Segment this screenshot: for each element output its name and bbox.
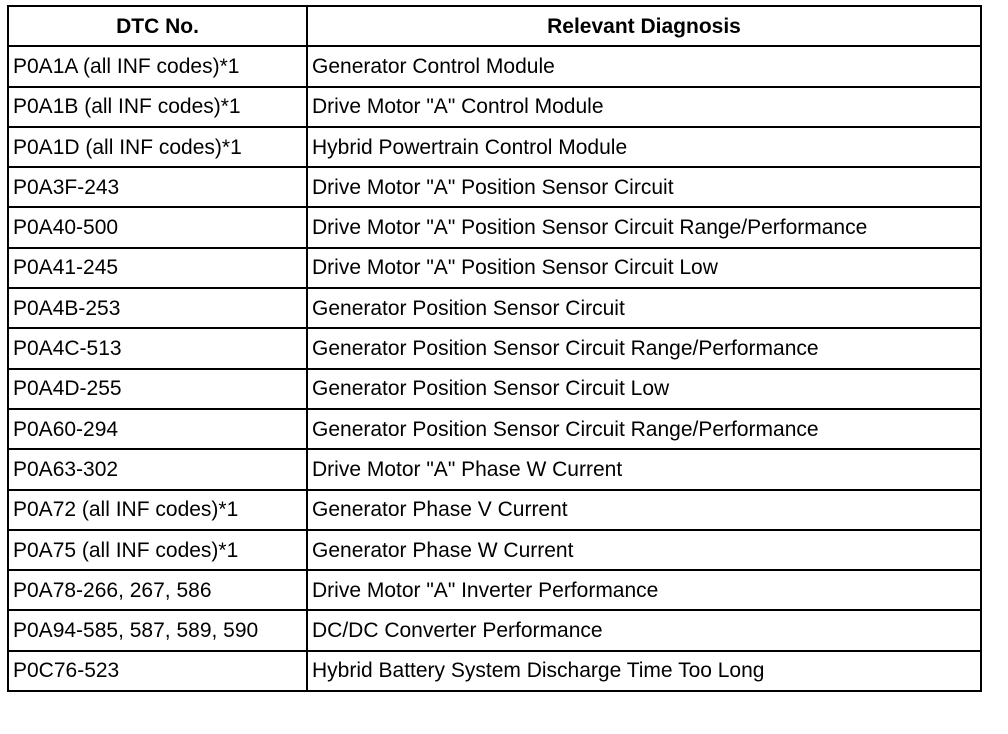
dtc-code-cell: P0C76-523 [8, 651, 307, 691]
header-relevant-diagnosis: Relevant Diagnosis [307, 6, 981, 46]
table-row [8, 87, 981, 127]
table-row [8, 167, 981, 207]
dtc-code-cell: P0A41-245 [8, 248, 307, 288]
diagnosis-cell: Generator Position Sensor Circuit Low [307, 369, 981, 409]
dtc-code-cell: P0A1B (all INF codes)*1 [8, 87, 307, 127]
dtc-code-cell: P0A4C-513 [8, 328, 307, 368]
table-row [8, 46, 981, 86]
table-row [8, 651, 981, 691]
table-row [8, 530, 981, 570]
table-row [8, 288, 981, 328]
header-dtc-no: DTC No. [8, 6, 307, 46]
table-body [8, 46, 981, 691]
diagnosis-cell: Drive Motor "A" Position Sensor Circuit Low [307, 248, 981, 288]
table-row [8, 449, 981, 489]
diagnosis-cell: Drive Motor "A" Phase W Current [307, 449, 981, 489]
dtc-code-cell: P0A1D (all INF codes)*1 [8, 127, 307, 167]
diagnosis-cell: Generator Position Sensor Circuit [307, 288, 981, 328]
diagnosis-cell: DC/DC Converter Performance [307, 610, 981, 650]
dtc-code-cell: P0A63-302 [8, 449, 307, 489]
table-header [8, 6, 981, 46]
dtc-code-cell: P0A60-294 [8, 409, 307, 449]
table-row [8, 127, 981, 167]
dtc-code-cell: P0A94-585, 587, 589, 590 [8, 610, 307, 650]
table-row [8, 248, 981, 288]
diagnosis-cell: Generator Phase W Current [307, 530, 981, 570]
table-row [8, 490, 981, 530]
diagnosis-cell: Generator Position Sensor Circuit Range/Performance [307, 328, 981, 368]
diagnosis-cell: Drive Motor "A" Position Sensor Circuit [307, 167, 981, 207]
dtc-code-cell: P0A72 (all INF codes)*1 [8, 490, 307, 530]
diagnosis-cell: Drive Motor "A" Position Sensor Circuit Range/Performance [307, 207, 981, 247]
diagnosis-cell: Drive Motor "A" Inverter Performance [307, 570, 981, 610]
diagnosis-cell: Generator Control Module [307, 46, 981, 86]
dtc-code-cell: P0A40-500 [8, 207, 307, 247]
dtc-table [7, 5, 982, 692]
dtc-code-cell: P0A4D-255 [8, 369, 307, 409]
header-row [8, 6, 981, 46]
table-row [8, 207, 981, 247]
dtc-code-cell: P0A75 (all INF codes)*1 [8, 530, 307, 570]
dtc-code-cell: P0A78-266, 267, 586 [8, 570, 307, 610]
table-row [8, 610, 981, 650]
diagnosis-cell: Generator Position Sensor Circuit Range/Performance [307, 409, 981, 449]
diagnosis-cell: Hybrid Battery System Discharge Time Too Long [307, 651, 981, 691]
diagnosis-cell: Drive Motor "A" Control Module [307, 87, 981, 127]
table-row [8, 570, 981, 610]
dtc-code-cell: P0A4B-253 [8, 288, 307, 328]
table-row [8, 369, 981, 409]
dtc-code-cell: P0A3F-243 [8, 167, 307, 207]
table-row [8, 409, 981, 449]
diagnosis-cell: Hybrid Powertrain Control Module [307, 127, 981, 167]
table-row [8, 328, 981, 368]
diagnosis-cell: Generator Phase V Current [307, 490, 981, 530]
dtc-code-cell: P0A1A (all INF codes)*1 [8, 46, 307, 86]
